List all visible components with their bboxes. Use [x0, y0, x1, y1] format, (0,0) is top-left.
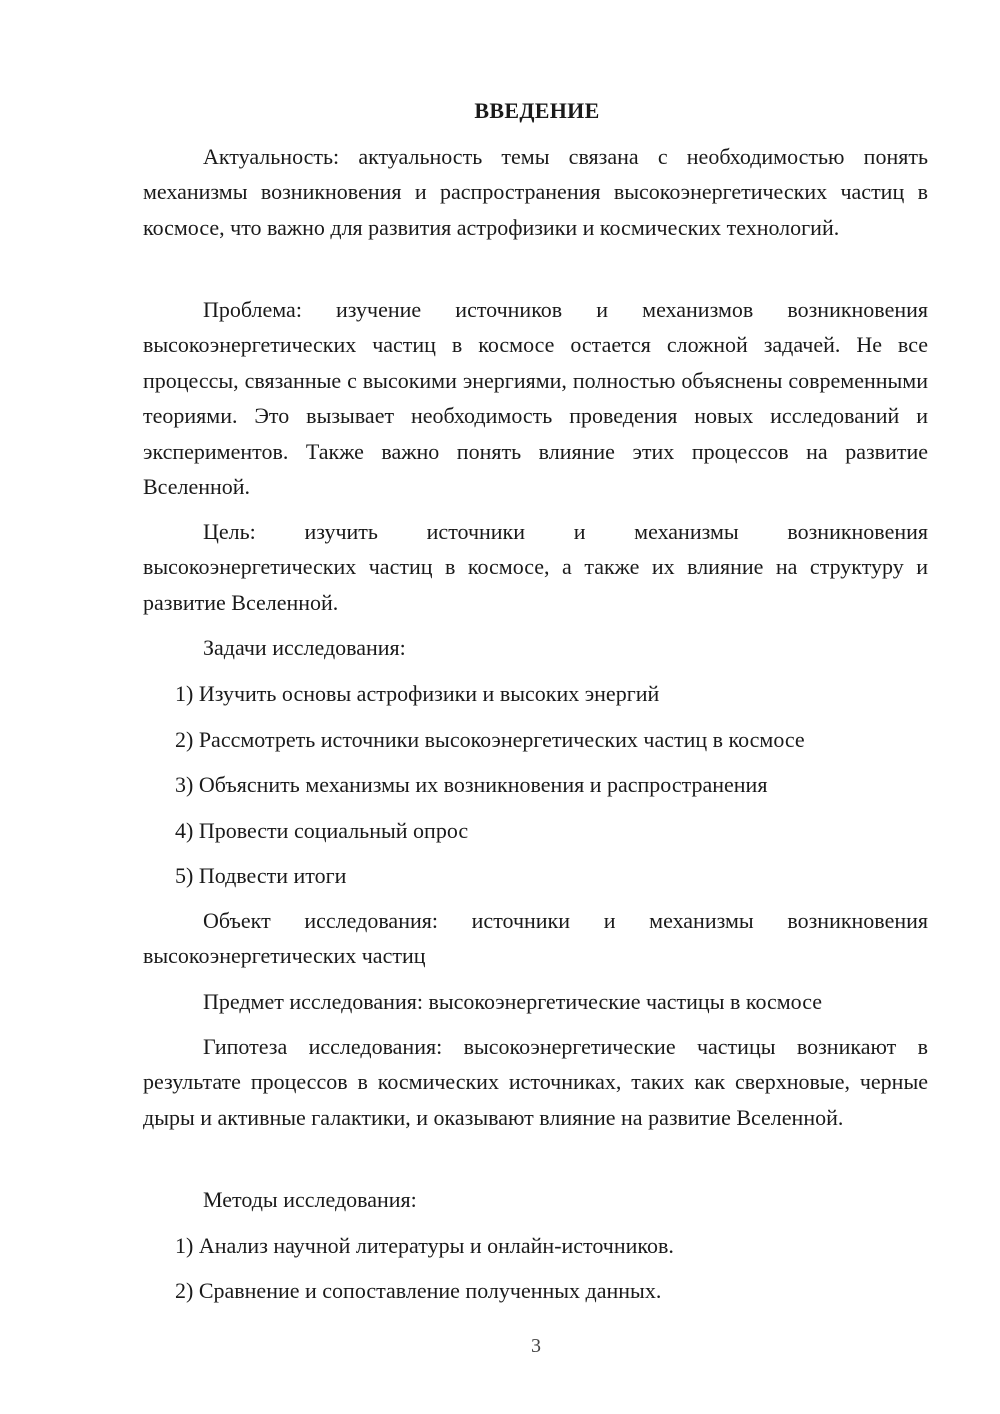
hypothesis-paragraph: Гипотеза исследования: высокоэнергетические частицы возникают в результате процессов в космических источниках, таких как сверхновые, черные дыры и активные галактики, и оказывают влияние на развитие Вселенной. — [143, 1034, 928, 1130]
task-item-3: 3) Объяснить механизмы их возникновения и распространения — [175, 772, 768, 797]
page-number: 3 — [531, 1335, 541, 1357]
task-item-4: 4) Провести социальный опрос — [175, 818, 469, 843]
task-item-5: 5) Подвести итоги — [175, 863, 347, 888]
object-paragraph: Объект исследования: источники и механизмы возникновения высокоэнергетических частиц — [143, 908, 928, 969]
method-item-2: 2) Сравнение и сопоставление полученных данных. — [175, 1278, 662, 1303]
task-item-1: 1) Изучить основы астрофизики и высоких энергий — [175, 681, 660, 706]
subject-paragraph: Предмет исследования: высокоэнергетические частицы в космосе — [203, 989, 823, 1014]
page-title: ВВЕДЕНИЕ — [474, 98, 600, 123]
problem-paragraph: Проблема: изучение источников и механизмов возникновения высокоэнергетических частиц в космосе остается сложной задачей. Не все процессы, связанные с высокими энергиями, полностью объяснены современными теориями. Это вызывает необходимость проведения новых исследований и экспериментов. Также важно понять влияние этих процессов на развитие Вселенной. — [143, 297, 928, 500]
tasks-title: Задачи исследования: — [203, 635, 406, 660]
methods-title: Методы исследования: — [203, 1187, 417, 1212]
task-item-2: 2) Рассмотреть источники высокоэнергетических частиц в космосе — [175, 727, 805, 752]
method-item-1: 1) Анализ научной литературы и онлайн-источников. — [175, 1233, 674, 1258]
goal-paragraph: Цель: изучить источники и механизмы возникновения высокоэнергетических частиц в космосе, а также их влияние на структуру и развитие Вселенной. — [143, 519, 928, 615]
relevance-paragraph: Актуальность: актуальность темы связана с необходимостью понять механизмы возникновения и распространения высокоэнергетических частиц в космосе, что важно для развития астрофизики и космических технологий. — [143, 144, 928, 240]
